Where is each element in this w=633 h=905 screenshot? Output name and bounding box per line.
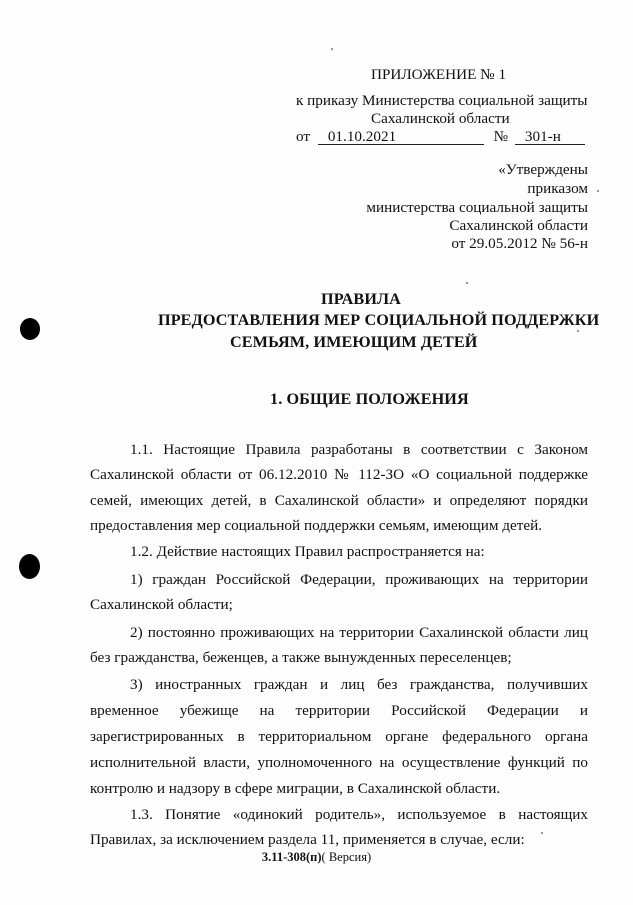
item-3-line-4: исполнительной власти, уполномоченного на осуществление функций по (90, 754, 588, 771)
paragraph-1-3-line-1: 1.3. Понятие «одинокий родитель», используемое в настоящих (130, 806, 588, 823)
item-3-line-5: контролю и надзору в сфере миграции, в Сахалинской области. (90, 780, 501, 797)
number-label: № (493, 128, 509, 145)
order-region: Сахалинской области (371, 110, 510, 127)
paragraph-1-1-line-1: 1.1. Настоящие Правила разработаны в соответствии с Законом (130, 441, 588, 458)
document-title-line-3: СЕМЬЯМ, ИМЕЮЩИМ ДЕТЕЙ (230, 333, 478, 351)
document-title: ПРАВИЛА (321, 290, 401, 308)
punch-hole-bottom (19, 554, 40, 579)
document-code: 3.11-308(п) (261, 850, 322, 864)
order-number-field (515, 128, 585, 145)
order-number: 301-н (524, 128, 561, 145)
paragraph-1-1-line-2: Сахалинской области от 06.12.2010 № 112-ЗО «О социальной поддержке (90, 466, 588, 483)
order-date-row (296, 128, 585, 146)
from-label: от (296, 128, 311, 145)
item-1-line-1: 1) граждан Российской Федерации, проживающих на территории (130, 571, 588, 588)
approval-line-5: от 29.05.2012 № 56-н (451, 235, 588, 252)
item-2-line-1: 2) постоянно проживающих на территории Сахалинской области лиц (130, 624, 588, 641)
approval-line-2: приказом (527, 180, 588, 197)
scan-speck (577, 330, 579, 332)
paragraph-1-3-line-2: Правилах, за исключением раздела 11, применяется в случае, если: (90, 831, 525, 848)
document-version: ( Версия) (321, 850, 372, 864)
approval-line-3: министерства социальной защиты (366, 199, 588, 216)
order-date: 01.10.2021 (327, 128, 397, 145)
paragraph-1-1-line-4: предоставления мер социальной поддержки семьям, имеющим детей. (90, 517, 543, 534)
document-footer (0, 850, 633, 865)
punch-hole-top (20, 318, 40, 340)
scan-speck (466, 282, 468, 284)
item-3-line-1: 3) иностранных граждан и лиц без гражданства, получивших (130, 676, 588, 693)
approval-line-1: «Утверждены (498, 161, 588, 178)
order-reference: к приказу Министерства социальной защиты (296, 92, 588, 109)
item-1-line-2: Сахалинской области; (90, 596, 233, 613)
item-3-line-2: временное убежище на территории Российской Федерации и (90, 702, 588, 719)
item-3-line-3: зарегистрированных в территориальном органе федерального органа (90, 728, 588, 745)
scan-speck (597, 190, 599, 192)
appendix-label: ПРИЛОЖЕНИЕ № 1 (371, 66, 507, 83)
scan-speck (331, 48, 333, 50)
section-heading: 1. ОБЩИЕ ПОЛОЖЕНИЯ (270, 390, 469, 408)
item-2-line-2: без гражданства, беженцев, а также вынужденных переселенцев; (90, 649, 512, 666)
approval-line-4: Сахалинской области (449, 217, 588, 234)
order-date-field (318, 128, 484, 145)
paragraph-1-1-line-3: семей, имеющих детей, в Сахалинской области» и определяют порядки (90, 492, 588, 509)
document-title-line-2: ПРЕДОСТАВЛЕНИЯ МЕР СОЦИАЛЬНОЙ ПОДДЕРЖКИ (158, 311, 600, 329)
paragraph-1-2: 1.2. Действие настоящих Правил распространяется на: (130, 543, 485, 560)
